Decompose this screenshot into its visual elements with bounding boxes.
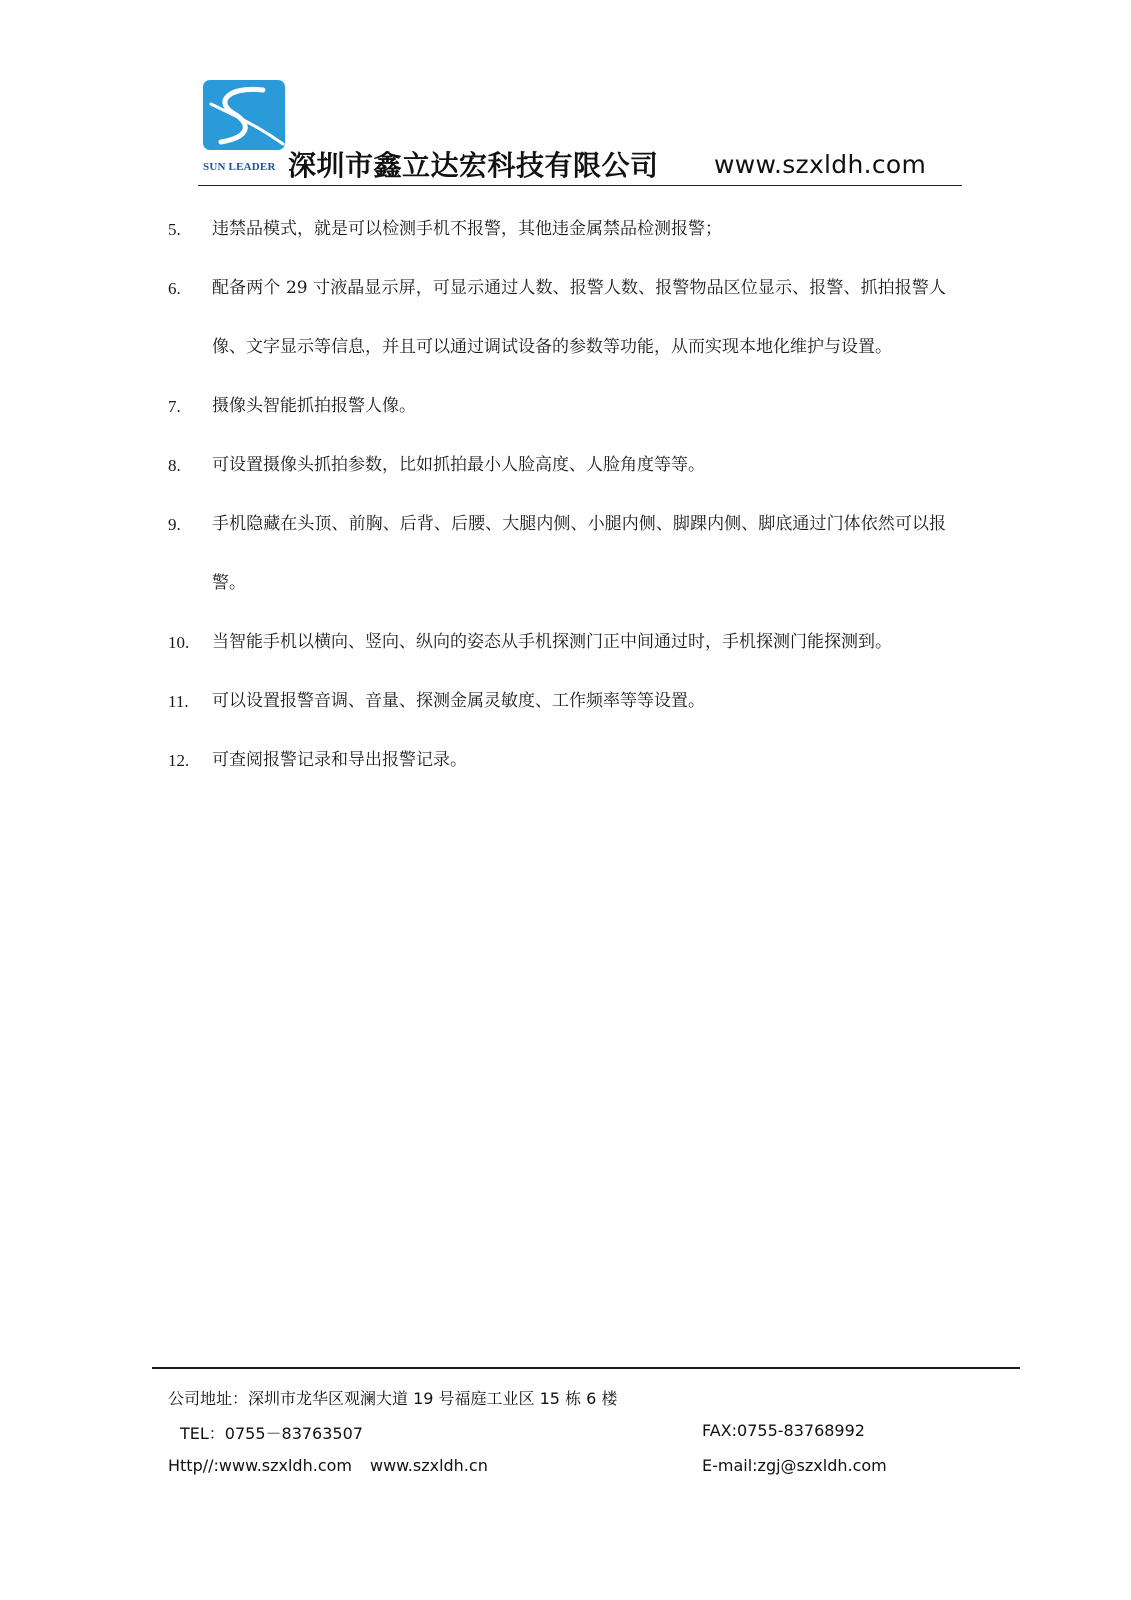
feature-list — [168, 200, 968, 790]
list-item — [168, 495, 968, 613]
company-name: 深圳市鑫立达宏科技有限公司 — [288, 149, 659, 182]
footer-address: 公司地址：深圳市龙华区观澜大道 19 号福庭工业区 15 栋 6 楼 — [168, 1389, 618, 1408]
list-item — [168, 259, 968, 377]
item-number: 9. — [168, 515, 181, 534]
item-text: 违禁品模式，就是可以检测手机不报警，其他违金属禁品检测报警； — [212, 219, 722, 239]
header-website: www.szxldh.com — [714, 150, 927, 179]
list-item — [168, 200, 968, 259]
footer-divider — [152, 1367, 1020, 1369]
footer-email: E-mail:zgj@szxldh.com — [702, 1456, 887, 1475]
company-logo — [203, 80, 285, 150]
item-text: 可以设置报警音调、音量、探测金属灵敏度、工作频率等等设置。 — [212, 691, 705, 711]
item-number: 7. — [168, 397, 181, 416]
footer-websites — [168, 1456, 488, 1475]
item-text: 可设置摄像头抓拍参数，比如抓拍最小人脸高度、人脸角度等等。 — [212, 455, 705, 475]
item-text: 当智能手机以横向、竖向、纵向的姿态从手机探测门正中间通过时，手机探测门能探测到。 — [212, 632, 892, 652]
header-divider — [198, 185, 962, 186]
item-number: 6. — [168, 279, 181, 298]
list-item — [168, 613, 968, 672]
item-number: 5. — [168, 220, 181, 239]
item-number: 11. — [168, 692, 189, 711]
item-number: 10. — [168, 633, 190, 652]
item-text: 摄像头智能抓拍报警人像。 — [212, 396, 416, 416]
footer-fax: FAX:0755-83768992 — [702, 1421, 865, 1440]
item-text: 可查阅报警记录和导出报警记录。 — [212, 750, 467, 770]
sun-leader-logo-icon — [203, 80, 285, 150]
footer-http: Http//:www.szxldh.com — [168, 1456, 352, 1475]
list-item — [168, 672, 968, 731]
item-text: 手机隐藏在头顶、前胸、后背、后腰、大腿内侧、小腿内侧、脚踝内侧、脚底通过门体依然可以报警。 — [212, 514, 946, 593]
item-number: 8. — [168, 456, 181, 475]
item-number: 12. — [168, 751, 190, 770]
list-item — [168, 377, 968, 436]
list-item — [168, 436, 968, 495]
footer-web2: www.szxldh.cn — [369, 1456, 488, 1475]
list-item — [168, 731, 968, 790]
logo-brand-text: SUN LEADER — [203, 161, 276, 173]
item-text: 配备两个 29 寸液晶显示屏，可显示通过人数、报警人数、报警物品区位显示、报警、抓拍报警人像、文字显示等信息，并且可以通过调试设备的参数等功能，从而实现本地化维护与设置。 — [212, 278, 946, 357]
footer-tel: TEL：0755－83763507 — [180, 1424, 363, 1443]
